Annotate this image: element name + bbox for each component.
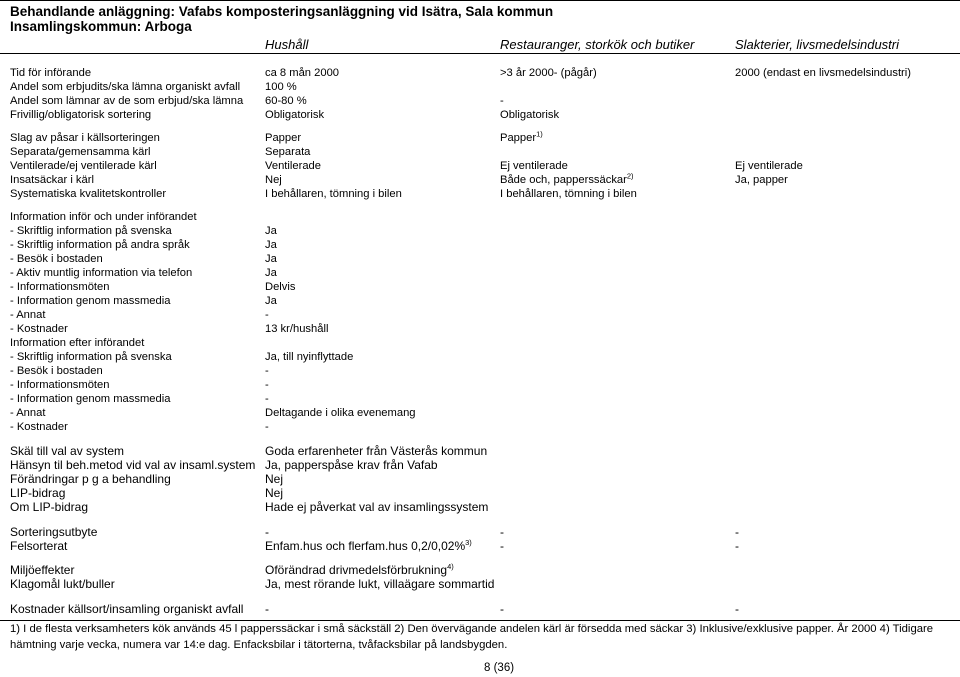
cell-value [500, 108, 559, 122]
row-label [10, 108, 151, 122]
cell-value [265, 602, 269, 616]
cell-value [265, 66, 339, 80]
row-label [10, 187, 166, 201]
cell-text: Nej [265, 174, 282, 186]
cell-text: Separata/gemensamma kärl [10, 146, 151, 158]
cell-text: Hänsyn til beh.metod vid val av insaml.system [10, 458, 256, 472]
cell-text: Ja, papper [735, 174, 788, 186]
cell-value [500, 173, 634, 187]
cell-text: Nej [265, 472, 284, 486]
table-row [0, 420, 960, 434]
cell-text: Både och, papperssäckar [500, 174, 627, 186]
cell-value [500, 131, 543, 145]
row-label [10, 159, 157, 173]
cell-value [265, 80, 297, 94]
row-label [10, 472, 171, 486]
table-row [0, 378, 960, 392]
cell-value [265, 563, 454, 577]
row-label [10, 80, 240, 94]
cell-value [735, 66, 911, 80]
cell-text: Ej ventilerade [735, 160, 803, 172]
row-label [10, 210, 197, 224]
cell-text: Enfam.hus och flerfam.hus 0,2/0,02% [265, 539, 466, 553]
cell-text: Om LIP-bidrag [10, 500, 89, 514]
row-label [10, 500, 88, 514]
footnote-ref: 4) [447, 562, 454, 571]
cell-text: Ej ventilerade [500, 160, 568, 172]
cell-value [735, 602, 739, 616]
column-header-restaurants: Restauranger, storkök och butiker [500, 37, 695, 52]
cell-text: Sorteringsutbyte [10, 525, 98, 539]
cell-text: Nej [265, 486, 284, 500]
cell-text: Slag av påsar i källsorteringen [10, 132, 160, 144]
cell-text: Miljöeffekter [10, 563, 75, 577]
cell-value [500, 187, 637, 201]
cell-value [735, 159, 803, 173]
cell-text: Separata [265, 146, 311, 158]
cell-text: - Annat [10, 309, 46, 321]
cell-text: Felsorterat [10, 539, 68, 553]
table-row [0, 224, 960, 238]
cell-text: - [500, 539, 504, 553]
row-label [10, 364, 103, 378]
cell-text: - Kostnader [10, 421, 68, 433]
cell-text: Tid för införande [10, 67, 92, 79]
document-header [0, 0, 960, 54]
cell-text: Ja [265, 239, 277, 251]
cell-text: 13 kr/hushåll [265, 323, 329, 335]
cell-text: - Skriftlig information på svenska [10, 351, 172, 363]
cell-value [265, 173, 282, 187]
cell-value [500, 525, 504, 539]
page-number: 8 (36) [484, 662, 515, 674]
cell-value [265, 280, 295, 294]
row-label [10, 539, 67, 553]
row-label [10, 350, 172, 364]
table-row [0, 472, 960, 486]
cell-value [265, 444, 487, 458]
table-row [0, 280, 960, 294]
cell-text: Ventilerade [265, 160, 321, 172]
row-label [10, 252, 103, 266]
cell-text: Information efter införandet [10, 337, 145, 349]
table-row [0, 252, 960, 266]
cell-text: 2000 (endast en livsmedelsindustri) [735, 67, 911, 79]
cell-text: - Aktiv muntlig information via telefon [10, 267, 193, 279]
cell-text: Obligatorisk [500, 109, 560, 121]
row-label [10, 444, 124, 458]
cell-value [265, 252, 277, 266]
cell-text: Andel som lämnar av de som erbjud/ska lämna [10, 95, 244, 107]
table-row [0, 458, 960, 472]
cell-value [265, 94, 307, 108]
cell-value [265, 108, 324, 122]
cell-value [265, 420, 269, 434]
cell-value [735, 539, 739, 553]
cell-text: - Information genom massmedia [10, 393, 171, 405]
cell-text: Delvis [265, 281, 296, 293]
cell-text: Frivillig/obligatorisk sortering [10, 109, 152, 121]
cell-text: Ja [265, 267, 277, 279]
row-label [10, 131, 160, 145]
cell-text: - Kostnader [10, 323, 68, 335]
table-row [0, 577, 960, 591]
cell-text: - Besök i bostaden [10, 365, 103, 377]
row-label [10, 336, 144, 350]
cell-text: ca 8 mån 2000 [265, 67, 340, 79]
row-label [10, 66, 91, 80]
cell-value [500, 539, 504, 553]
cell-text: - Information genom massmedia [10, 295, 171, 307]
cell-text: Hade ej påverkat val av insamlingssystem [265, 500, 489, 514]
cell-text: 100 % [265, 81, 297, 93]
table-row [0, 145, 960, 159]
cell-value [735, 173, 788, 187]
cell-value [500, 66, 597, 80]
table-row [0, 563, 960, 577]
table-row [0, 308, 960, 322]
cell-text: Förändringar p g a behandling [10, 472, 171, 486]
cell-text: Oförändrad drivmedelsförbrukning [265, 563, 448, 577]
footnote-ref: 3) [465, 538, 472, 547]
cell-value [265, 187, 402, 201]
cell-text: Ja, till nyinflyttade [265, 351, 354, 363]
table-row [0, 392, 960, 406]
row-label [10, 94, 243, 108]
cell-text: - [735, 539, 739, 553]
cell-value [500, 602, 504, 616]
table-row [0, 525, 960, 539]
table-row [0, 602, 960, 616]
row-label [10, 173, 94, 187]
cell-value [265, 406, 416, 420]
cell-value [265, 458, 438, 472]
table-row [0, 238, 960, 252]
table-row [0, 94, 960, 108]
cell-text: - Skriftlig information på svenska [10, 225, 172, 237]
cell-value [265, 378, 269, 392]
cell-value [265, 131, 301, 145]
cell-text: Ventilerade/ej ventilerade kärl [10, 160, 157, 172]
cell-value [265, 159, 321, 173]
table-row [0, 210, 960, 224]
row-label [10, 294, 170, 308]
table-row [0, 350, 960, 364]
cell-text: Papper [265, 132, 302, 144]
cell-text: Deltagande i olika evenemang [265, 407, 416, 419]
cell-text: Skäl till val av system [10, 444, 125, 458]
footnote-ref: 2) [626, 171, 634, 181]
cell-text: - [735, 602, 739, 616]
table-row [0, 131, 960, 145]
cell-value [265, 224, 277, 238]
cell-value [265, 364, 269, 378]
table-row [0, 444, 960, 458]
cell-text: Kostnader källsort/insamling organiskt avfall [10, 602, 244, 616]
cell-text: - [265, 379, 269, 391]
cell-text: - Informationsmöten [10, 379, 110, 391]
cell-text: - [265, 309, 269, 321]
row-label [10, 420, 68, 434]
cell-text: - [500, 525, 504, 539]
cell-text: - [265, 421, 269, 433]
cell-text: 60-80 % [265, 95, 307, 107]
cell-value [265, 486, 283, 500]
cell-text: Klagomål lukt/buller [10, 577, 115, 591]
table-row [0, 500, 960, 514]
table-row [0, 539, 960, 553]
cell-text: - [265, 602, 269, 616]
table-row [0, 80, 960, 94]
cell-text: - Informationsmöten [10, 281, 110, 293]
cell-value [265, 308, 269, 322]
table-row [0, 406, 960, 420]
table-row [0, 159, 960, 173]
cell-text: - [500, 95, 504, 107]
table-row [0, 294, 960, 308]
row-label [10, 224, 172, 238]
table-row [0, 187, 960, 201]
cell-text: Goda erfarenheter från Västerås kommun [265, 444, 488, 458]
cell-value [265, 525, 269, 539]
cell-value [265, 145, 310, 159]
table-row [0, 66, 960, 80]
cell-text: - [265, 393, 269, 405]
row-label [10, 308, 45, 322]
row-label [10, 322, 68, 336]
footnote-ref: 1) [536, 129, 543, 139]
row-label [10, 406, 45, 420]
row-label [10, 266, 192, 280]
table-row [0, 336, 960, 350]
column-header-households: Hushåll [265, 37, 309, 52]
cell-value [265, 350, 353, 364]
cell-value [265, 266, 277, 280]
cell-text: Information inför och under införandet [10, 211, 197, 223]
cell-value [265, 500, 488, 514]
cell-text: >3 år 2000- (pågår) [500, 67, 597, 79]
row-label [10, 392, 170, 406]
cell-text: Insatsäckar i kärl [10, 174, 94, 186]
row-label [10, 145, 151, 159]
row-label [10, 378, 110, 392]
row-label [10, 458, 255, 472]
cell-text: - [265, 525, 269, 539]
cell-text: LIP-bidrag [10, 486, 66, 500]
cell-text: Ja [265, 295, 277, 307]
cell-value [265, 577, 494, 591]
cell-value [735, 525, 739, 539]
row-label [10, 563, 74, 577]
cell-value [265, 294, 277, 308]
cell-text: Ja, mest rörande lukt, villaägare sommartid [265, 577, 495, 591]
cell-text: - [500, 602, 504, 616]
cell-text: - [265, 365, 269, 377]
row-label [10, 486, 65, 500]
cell-text: I behållaren, tömning i bilen [500, 188, 637, 200]
cell-text: - [735, 525, 739, 539]
cell-text: - Besök i bostaden [10, 253, 103, 265]
cell-value [265, 392, 269, 406]
table-row [0, 486, 960, 500]
table-row [0, 108, 960, 122]
table-row [0, 364, 960, 378]
row-label [10, 238, 190, 252]
facility-title: Behandlande anläggning: Vafabs komposteringsanläggning vid Isätra, Sala kommun [10, 4, 554, 19]
footnotes: 1) I de flesta verksamheters kök används 45 l papperssäckar i små säckställ 2) Den övervägande andelen kärl är försedda med säckar 3) Inklusive/exklusive papper. År 2000 4) Tidigare hämtning varje vecka, numera var 14:e dag. Enfacksbilar i tätorterna, tvåfacksbilar på landsbygden. [10, 623, 934, 651]
column-header-industry: Slakterier, livsmedelsindustri [735, 37, 900, 52]
table-row [0, 266, 960, 280]
row-label [10, 525, 97, 539]
row-label [10, 577, 115, 591]
cell-value [265, 238, 277, 252]
cell-value [500, 94, 504, 108]
cell-value [265, 472, 283, 486]
cell-text: - Annat [10, 407, 46, 419]
cell-text: Ja [265, 253, 277, 265]
municipality-title: Insamlingskommun: Arboga [10, 19, 192, 34]
cell-value [500, 159, 568, 173]
table-row [0, 322, 960, 336]
cell-text: Ja [265, 225, 277, 237]
cell-text: Obligatorisk [265, 109, 325, 121]
cell-text: Andel som erbjudits/ska lämna organiskt avfall [10, 81, 241, 93]
row-label [10, 280, 110, 294]
cell-text: Ja, papperspåse krav från Vafab [265, 458, 438, 472]
cell-value [265, 322, 328, 336]
cell-value [265, 539, 472, 553]
cell-text: I behållaren, tömning i bilen [265, 188, 402, 200]
table-row [0, 173, 960, 187]
cell-text: Papper [500, 132, 537, 144]
cell-text: Systematiska kvalitetskontroller [10, 188, 167, 200]
cell-text: - Skriftlig information på andra språk [10, 239, 190, 251]
row-label [10, 602, 243, 616]
